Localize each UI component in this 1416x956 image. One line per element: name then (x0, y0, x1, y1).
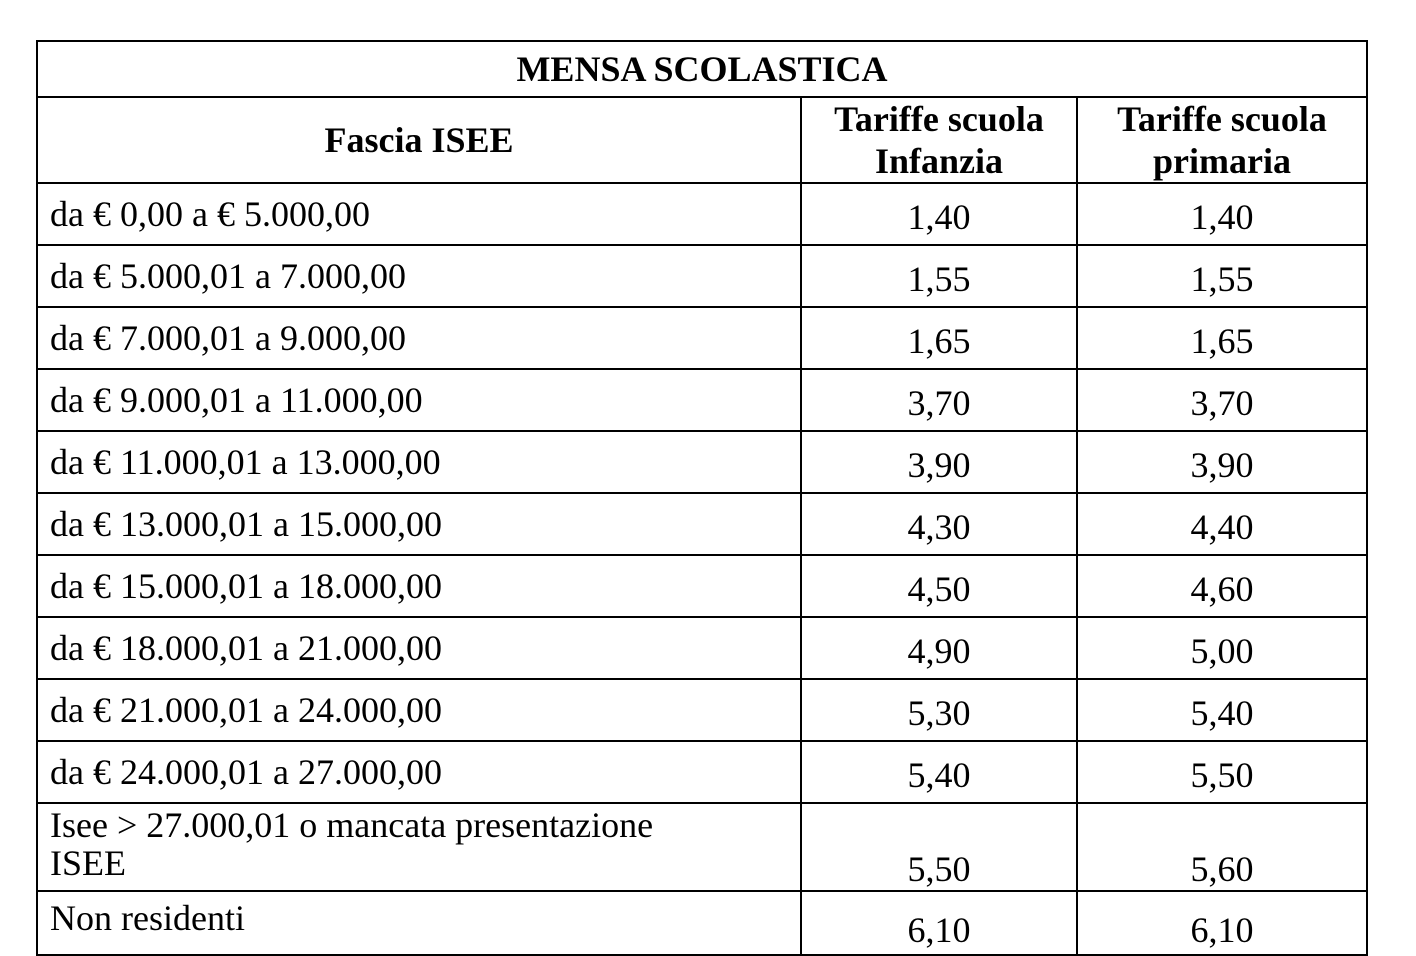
fascia-cell: da € 11.000,01 a 13.000,00 (37, 431, 801, 493)
table-row (37, 741, 1367, 803)
table-row (37, 431, 1367, 493)
tariffa-infanzia-cell: 1,55 (801, 245, 1077, 307)
header-tariffe-primaria (1077, 97, 1367, 183)
tariffa-primaria-cell: 6,10 (1077, 891, 1367, 955)
fascia-cell: da € 21.000,01 a 24.000,00 (37, 679, 801, 741)
header-primaria-line1: Tariffe scuola (1117, 99, 1327, 139)
tariffa-primaria-cell: 4,60 (1077, 555, 1367, 617)
fascia-cell (37, 803, 801, 891)
tariffa-infanzia-cell: 4,90 (801, 617, 1077, 679)
fascia-cell: Non residenti (37, 891, 801, 955)
table-row (37, 307, 1367, 369)
fascia-cell: da € 9.000,01 a 11.000,00 (37, 369, 801, 431)
header-fascia-isee: Fascia ISEE (37, 97, 801, 183)
table-row (37, 183, 1367, 245)
title-row (37, 41, 1367, 97)
tariffa-primaria-cell: 5,50 (1077, 741, 1367, 803)
tariffa-infanzia-cell: 5,30 (801, 679, 1077, 741)
tariffa-infanzia-cell: 1,40 (801, 183, 1077, 245)
table-row (37, 369, 1367, 431)
fascia-cell: da € 18.000,01 a 21.000,00 (37, 617, 801, 679)
table-title: MENSA SCOLASTICA (37, 41, 1367, 97)
tariffa-infanzia-cell: 3,70 (801, 369, 1077, 431)
tariffa-infanzia-cell: 1,65 (801, 307, 1077, 369)
fascia-cell: da € 13.000,01 a 15.000,00 (37, 493, 801, 555)
tariffa-primaria-cell: 4,40 (1077, 493, 1367, 555)
header-infanzia-line2: Infanzia (874, 141, 1004, 181)
tariffa-primaria-cell: 1,55 (1077, 245, 1367, 307)
fascia-line2: ISEE (50, 843, 126, 883)
header-primaria-line2: primaria (1153, 141, 1291, 181)
tariffe-table (36, 40, 1368, 956)
tariffa-infanzia-cell: 5,50 (801, 803, 1077, 891)
fascia-cell: da € 0,00 a € 5.000,00 (37, 183, 801, 245)
table-row (37, 555, 1367, 617)
header-infanzia-line1: Tariffe scuola (834, 99, 1044, 139)
fascia-cell: da € 7.000,01 a 9.000,00 (37, 307, 801, 369)
table-row (37, 617, 1367, 679)
tariffa-infanzia-cell: 5,40 (801, 741, 1077, 803)
tariffa-primaria-cell: 1,65 (1077, 307, 1367, 369)
fascia-line1: Isee > 27.000,01 o mancata presentazione (50, 805, 654, 845)
header-tariffe-infanzia (801, 97, 1077, 183)
tariffa-infanzia-cell: 4,30 (801, 493, 1077, 555)
tariffa-primaria-cell: 5,00 (1077, 617, 1367, 679)
tariffa-primaria-cell: 3,90 (1077, 431, 1367, 493)
tariffa-infanzia-cell: 6,10 (801, 891, 1077, 955)
tariffa-primaria-cell: 1,40 (1077, 183, 1367, 245)
header-row (37, 97, 1367, 183)
tariffa-primaria-cell: 5,60 (1077, 803, 1367, 891)
fascia-cell: da € 24.000,01 a 27.000,00 (37, 741, 801, 803)
tariffa-primaria-cell: 3,70 (1077, 369, 1367, 431)
fascia-cell: da € 5.000,01 a 7.000,00 (37, 245, 801, 307)
table-row (37, 245, 1367, 307)
table-row (37, 679, 1367, 741)
tariffa-infanzia-cell: 3,90 (801, 431, 1077, 493)
table-row (37, 891, 1367, 955)
fascia-cell: da € 15.000,01 a 18.000,00 (37, 555, 801, 617)
tariffa-infanzia-cell: 4,50 (801, 555, 1077, 617)
table-row (37, 493, 1367, 555)
table-row (37, 803, 1367, 891)
tariffa-primaria-cell: 5,40 (1077, 679, 1367, 741)
